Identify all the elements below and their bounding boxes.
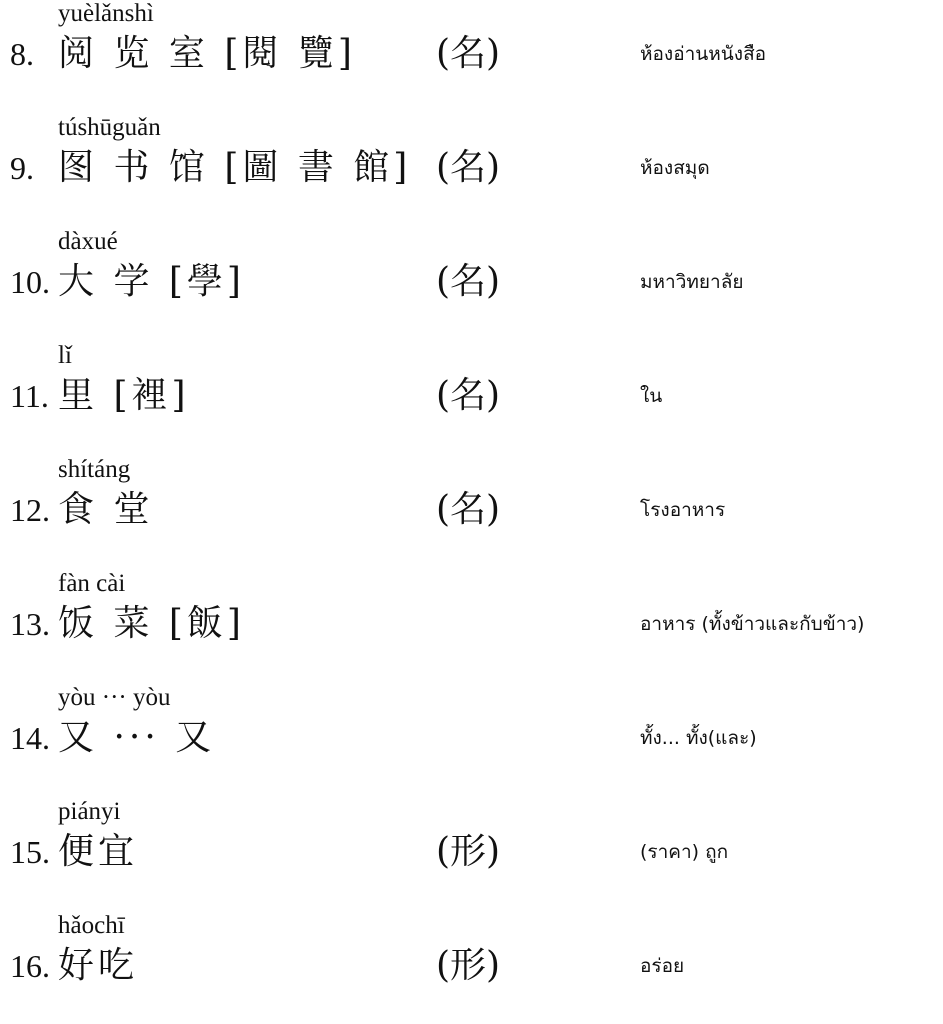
pinyin: túshūguǎn bbox=[58, 114, 161, 141]
chinese-word: 好吃 bbox=[58, 945, 139, 986]
pinyin: shítáng bbox=[58, 456, 131, 483]
vocab-entry bbox=[0, 798, 943, 910]
chinese-word: 食 堂 bbox=[58, 489, 154, 530]
vocab-entry bbox=[0, 342, 943, 454]
vocab-entry bbox=[0, 912, 943, 1024]
part-of-speech: (形) bbox=[436, 945, 501, 986]
pinyin: fàn cài bbox=[58, 570, 126, 597]
thai-meaning: อร่อย bbox=[640, 955, 685, 977]
entry-number: 14. bbox=[10, 720, 50, 756]
vocab-entry bbox=[0, 0, 943, 112]
thai-meaning: ใน bbox=[640, 385, 663, 407]
thai-meaning: ทั้ง... ทั้ง(และ) bbox=[640, 727, 757, 749]
part-of-speech: (形) bbox=[436, 831, 501, 872]
thai-meaning: ห้องสมุด bbox=[640, 157, 710, 179]
vocab-entry bbox=[0, 114, 943, 226]
entry-number: 15. bbox=[10, 834, 50, 870]
pinyin: hǎochī bbox=[58, 912, 125, 939]
thai-meaning: ห้องอ่านหนังสือ bbox=[640, 43, 767, 65]
part-of-speech: (名) bbox=[436, 375, 501, 416]
chinese-word: 大 学 [學] bbox=[58, 261, 245, 302]
chinese-word: 便宜 bbox=[58, 831, 139, 872]
part-of-speech: (名) bbox=[436, 261, 501, 302]
entry-number: 9. bbox=[10, 150, 34, 186]
part-of-speech: (名) bbox=[436, 489, 501, 530]
part-of-speech: (名) bbox=[436, 33, 501, 74]
entry-number: 16. bbox=[10, 948, 50, 984]
chinese-word: 里 [裡] bbox=[58, 375, 190, 416]
pinyin: piányi bbox=[58, 798, 121, 825]
entry-number: 13. bbox=[10, 606, 50, 642]
chinese-word: 又 ··· 又 bbox=[58, 717, 216, 758]
thai-meaning: อาหาร (ทั้งข้าวและกับข้าว) bbox=[640, 613, 865, 635]
entry-number: 8. bbox=[10, 36, 34, 72]
entry-number: 10. bbox=[10, 264, 50, 300]
thai-meaning: (ราคา) ถูก bbox=[640, 841, 729, 863]
chinese-word: 阅 览 室 [閱 覽] bbox=[58, 33, 356, 74]
vocab-entry bbox=[0, 456, 943, 568]
chinese-word: 饭 菜 [飯] bbox=[58, 603, 245, 644]
pinyin: lǐ bbox=[58, 342, 72, 369]
thai-meaning: โรงอาหาร bbox=[640, 499, 726, 521]
pinyin: yuèlǎnshì bbox=[58, 0, 154, 27]
chinese-word: 图 书 馆 [圖 書 館] bbox=[58, 147, 412, 188]
vocab-entry bbox=[0, 684, 943, 796]
vocab-entry bbox=[0, 570, 943, 682]
thai-meaning: มหาวิทยาลัย bbox=[640, 271, 744, 293]
entry-number: 12. bbox=[10, 492, 50, 528]
pinyin: yòu ··· yòu bbox=[58, 684, 171, 711]
pinyin: dàxué bbox=[58, 228, 118, 255]
part-of-speech: (名) bbox=[436, 147, 501, 188]
vocab-entry bbox=[0, 228, 943, 340]
entry-number: 11. bbox=[10, 378, 49, 414]
